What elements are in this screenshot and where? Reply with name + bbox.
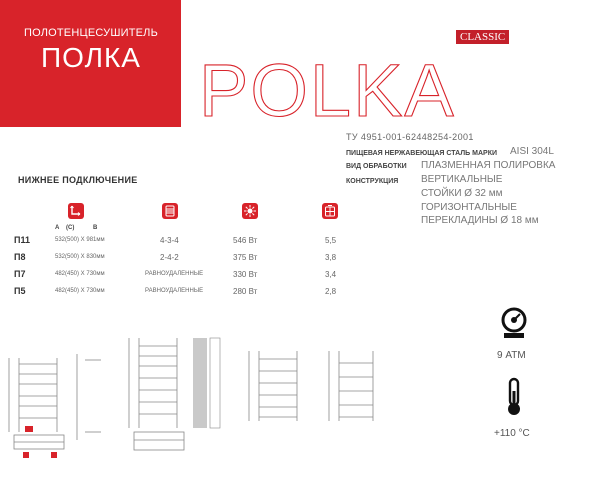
product-subtitle: ПОЛОТЕНЦЕСУШИТЕЛЬ: [23, 27, 159, 39]
drawing-model-p11: [5, 340, 125, 465]
polka-logo-text: POLKA: [199, 49, 456, 132]
table-row-model: П8: [14, 252, 26, 262]
col-label-b: В: [93, 225, 98, 231]
col-label-c: (С): [66, 225, 75, 231]
drawing-model-p5: [325, 345, 385, 430]
col-label-a: А: [55, 225, 60, 231]
thermometer-icon: [503, 377, 525, 417]
table-cell-size: 482(450) Х 730мм: [55, 288, 105, 294]
table-row-model: П11: [14, 235, 30, 245]
table-cell-size: 482(450) Х 730мм: [55, 271, 105, 277]
temperature-value: +110 °С: [494, 428, 530, 439]
heat-power-icon: [242, 203, 258, 219]
spec-label-construction: КОНСТРУКЦИЯ: [346, 178, 399, 185]
spec-label-steel: ПИЩЕВАЯ НЕРЖАВЕЮЩАЯ СТАЛЬ МАРКИ: [346, 150, 497, 157]
rungs-icon: [162, 203, 178, 219]
table-cell-rungs: 4-3-4: [160, 236, 179, 245]
product-title: ПОЛКА: [41, 42, 141, 73]
table-cell-sections: 3,8: [325, 253, 337, 262]
tech-spec-number: ТУ 4951-001-62448254-2001: [346, 132, 474, 142]
table-row-model: П7: [14, 269, 26, 279]
spec-value-finish: ПЛАЗМЕННАЯ ПОЛИРОВКА: [421, 160, 556, 171]
spec-value-steel: AISI 304L: [510, 146, 554, 157]
size-icon: [68, 203, 84, 219]
spec-value-line: ПЕРЕКЛАДИНЫ Ø 18 мм: [421, 215, 539, 226]
pressure-value: 9 АТМ: [497, 350, 526, 361]
table-cell-power: 330 Вт: [233, 270, 258, 279]
table-cell-size: 532(500) Х 830мм: [55, 254, 105, 260]
section-icon: [322, 203, 338, 219]
table-row-model: П5: [14, 286, 26, 296]
spec-value-line: СТОЙКИ Ø 32 мм: [421, 188, 503, 199]
table-cell-rungs: РАВНОУДАЛЕННЫЕ: [145, 271, 204, 277]
drawing-model-p7: [245, 345, 315, 430]
drawing-model-p8: [125, 320, 235, 465]
spec-value-line: ГОРИЗОНТАЛЬНЫЕ: [421, 202, 517, 213]
table-cell-power: 546 Вт: [233, 236, 258, 245]
collection-badge: CLASSIC: [456, 30, 509, 44]
table-cell-power: 280 Вт: [233, 287, 258, 296]
spec-label-finish: ВИД ОБРАБОТКИ: [346, 163, 407, 170]
pressure-gauge-icon: [498, 306, 530, 340]
spec-value-construction: ВЕРТИКАЛЬНЫЕ: [421, 174, 503, 185]
table-cell-sections: 5,5: [325, 236, 337, 245]
section-title: НИЖНЕЕ ПОДКЛЮЧЕНИЕ: [18, 175, 138, 185]
table-cell-rungs: 2-4-2: [160, 253, 179, 262]
table-cell-rungs: РАВНОУДАЛЕННЫЕ: [145, 288, 204, 294]
table-cell-sections: 3,4: [325, 270, 337, 279]
table-cell-power: 375 Вт: [233, 253, 258, 262]
polka-logo: [195, 49, 456, 132]
table-cell-size: 532(500) Х 981мм: [55, 237, 105, 243]
table-cell-sections: 2,8: [325, 287, 337, 296]
